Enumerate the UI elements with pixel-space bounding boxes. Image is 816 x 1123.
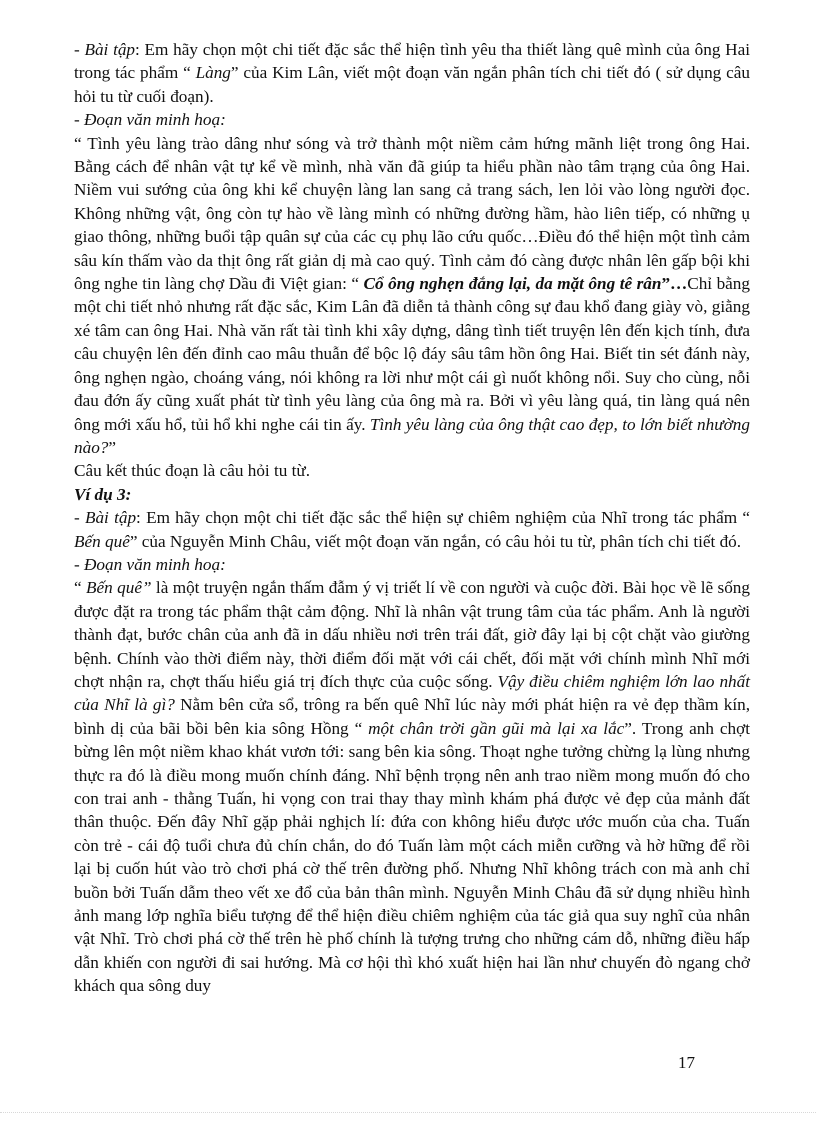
example-heading: Ví dụ 3: bbox=[74, 484, 132, 504]
page-bottom-divider bbox=[0, 1112, 816, 1113]
task-label: - Bài tập bbox=[74, 508, 137, 528]
sample-paragraph-3: “ Bến quê” là một truyện ngắn thấm đẫm ý vị triết lí về con người và cuộc đời. Bài học về lẽ sống được đặt ra trong tác phẩm thật cảm động. Nhĩ là nhân vật trung tâm của tác phẩm. Anh là người thành đạt, bước chân của anh đã in dấu nhiều nơi trên trái đất, giờ đây lại bị cột chặt vào giường bệnh. Chính vào thời điểm này, thời điểm đối mặt với cái chết, đối mặt với chính mình Nhĩ mới chợt nhận ra, chợt thấu hiểu giá trị đích thực của cuộc sống. Vậy điều chiêm nghiệm lớn lao nhất của Nhĩ là gì? Nằm bên cửa sổ, trông ra bến quê Nhĩ lúc này mới phát hiện ra vẻ đẹp thầm kín, bình dị của bãi bồi bên kia sông Hồng “ một chân trời gần gũi mà lại xa lắc”. Trong anh chợt bừng lên một niềm khao khát vươn tới: sang bên kia sông. Thoạt nghe tưởng chừng lạ lùng nhưng thực ra đó là điều mong muốn chính đáng. Nhĩ bệnh trọng nên anh trao niềm mong muốn đó cho con trai anh - thằng Tuấn, hi vọng con trai thay thay mình khám phá được vẻ đẹp của mảnh đất thân thuộc. Đến đây Nhĩ gặp phải nghịch lí: đứa con không hiểu được ước muốn của cha. Tuấn còn trẻ - cái độ tuổi chưa đủ chín chắn, do đó Tuấn làm một cách miễn cưỡng và hờ hững để rồi lại bị cuốn hút vào trò chơi phá cờ thế trên đường phố. Nhưng Nhĩ không trách con mà anh chỉ buồn bởi Tuấn dẫm theo vết xe đổ của bản thân mình. Nguyễn Minh Châu đã sử dụng nhiều hình ảnh mang lớp nghĩa biểu tượng để thể hiện điều chiêm nghiệm của tác giả qua suy nghĩ của nhân vật Nhĩ. Trò chơi phá cờ thế trên hè phố chính là tượng trưng cho những cám dỗ, những điều hấp dẫn khiến con người đi sai hướng. Mà cơ hội thì khó xuất hiện hai lần như chuyến đò ngang chở khách qua sông duy bbox=[74, 578, 751, 996]
work-title: Làng bbox=[195, 63, 231, 83]
exercise-task-2: - Bài tập: Em hãy chọn một chi tiết đặc sắc thể hiện tình yêu tha thiết làng quê mình của ông Hai trong tác phẩm “ Làng” của Kim Lân, viết một đoạn văn ngắn phân tích chi tiết đó ( sử dụng câu hỏi tu từ cuối đoạn). bbox=[74, 40, 750, 106]
work-title: Bến quê bbox=[74, 531, 130, 551]
exercise-task-3: - Bài tập: Em hãy chọn một chi tiết đặc sắc thể hiện sự chiêm nghiệm của Nhĩ trong tác phẩm “ Bến quê” của Nguyễn Minh Châu, viết một đoạn văn ngắn, có câu hỏi tu từ, phân tích chi tiết đó. bbox=[74, 508, 750, 551]
conclusion-note: Câu kết thúc đoạn là câu hỏi tu từ. bbox=[74, 461, 311, 481]
rhetorical-question: Vậy điều chiêm nghiệm lớn lao nhất của Nhĩ là gì? bbox=[74, 671, 750, 715]
rhetorical-question: Tình yêu làng của ông thật cao đẹp, to lớn biết nhường nào? bbox=[74, 414, 750, 457]
quote-text: Cổ ông nghẹn đắng lại, da mặt ông tê rân bbox=[363, 274, 662, 294]
sample-label: - Đoạn văn minh hoạ: bbox=[74, 554, 226, 574]
task-label: - Bài tập bbox=[74, 40, 136, 59]
document-page bbox=[74, 38, 750, 998]
work-title: Bến quê” bbox=[86, 578, 152, 598]
sample-paragraph-2: “ Tình yêu làng trào dâng như sóng và trở thành một niềm cảm hứng mãnh liệt trong ông Hai. Bằng cách để nhân vật tự kể về mình, nhà văn đã giúp ta hiểu phần nào tâm trạng của ông Hai. Niềm vui sướng của ông khi kể chuyện làng lan sang cả trang sách, len lỏi vào lòng người đọc. Không những vật, ông còn tự hào về làng mình có những đường hầm, hào liên tiếp, có những ụ giao thông, những buổi tập quân sự của các cụ phụ lão cứu quốc…Điều đó thể hiện một tình cảm sâu kín thấm vào da thịt ông rất giản dị mà cao quý. Tình cảm đó càng được nhân lên gấp bội khi ông nghe tin làng chợ Dầu đi Việt gian: “ Cổ ông nghẹn đắng lại, da mặt ông tê rân”…Chỉ bằng một chi tiết nhỏ nhưng rất đặc sắc, Kim Lân đã diễn tả thành công sự đau khổ đang giày vò, giằng xé tâm can ông Hai. Nhà văn rất tài tình khi xây dựng, dâng tình tiết truyện lên đến kịch tính, đưa câu chuyện lên đến đỉnh cao mâu thuẫn để bộc lộ đáy sâu tâm hồn ông Hai. Biết tin sét đánh này, ông nghẹn ngào, choáng váng, nói không ra lời như một cái gì nuốt không nổi. Suy cho cùng, nỗi đau đớn ấy cũng xuất phát từ tình yêu làng của ông mà ra. Bởi vì yêu làng quá, tin làng quá nên ông mới xấu hổ, tủi hổ khi nghe cái tin ấy. Tình yêu làng của ông thật cao đẹp, to lớn biết nhường nào?” bbox=[74, 133, 750, 457]
sample-label: - Đoạn văn minh hoạ: bbox=[74, 110, 226, 130]
quote-text: một chân trời gần gũi mà lại xa lắc bbox=[368, 718, 625, 738]
page-number: 17 bbox=[678, 1053, 695, 1072]
